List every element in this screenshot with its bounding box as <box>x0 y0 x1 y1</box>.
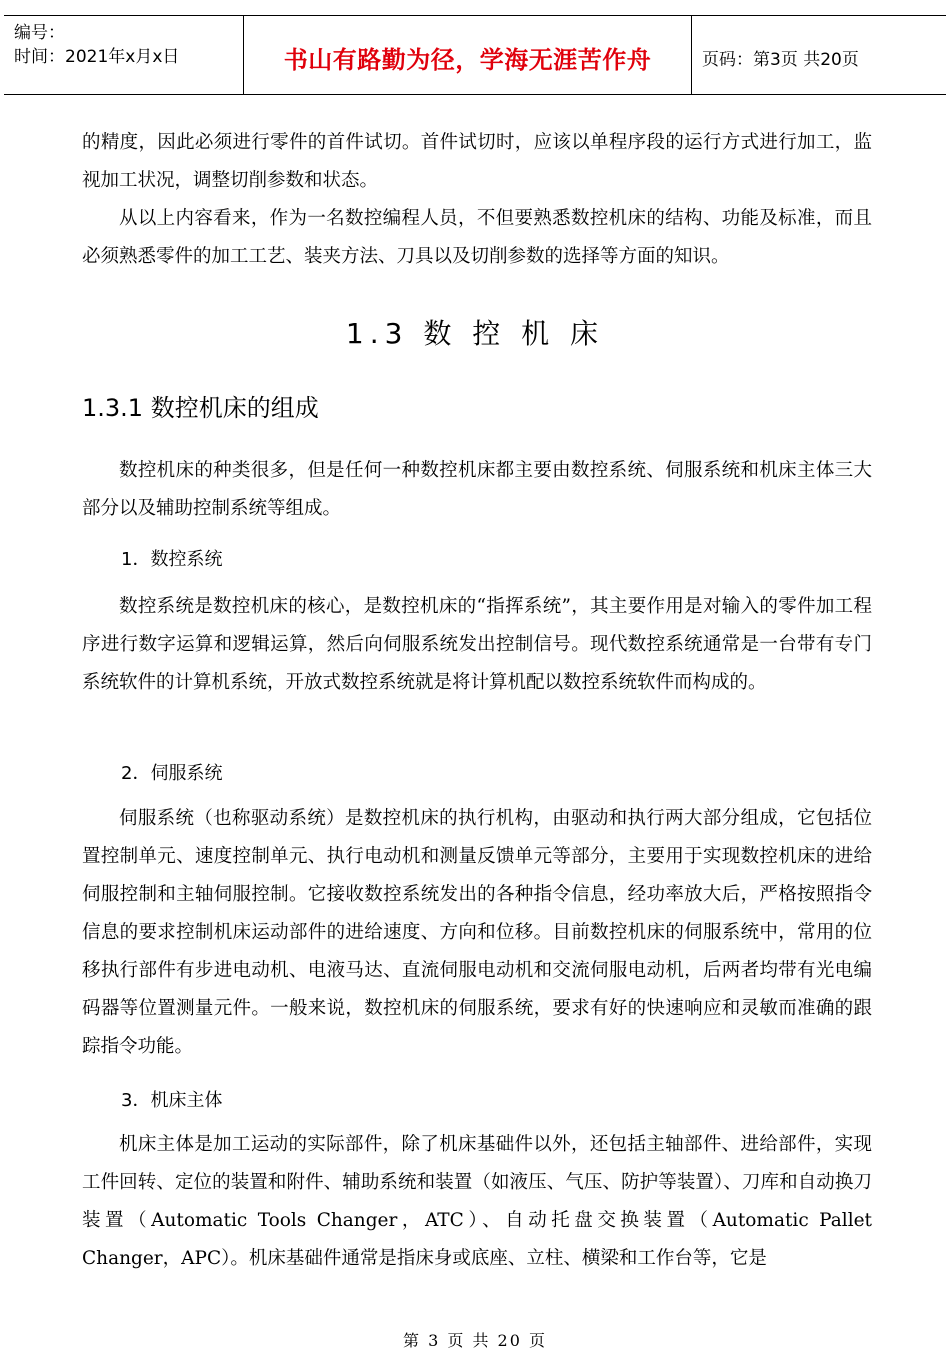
header-left-cell <box>4 16 244 94</box>
item-heading-cnc-system: 1．数控系统 <box>121 549 223 570</box>
item-text-servo-system: 伺服系统（也称驱动系统）是数控机床的执行机构，由驱动和执行两大部分组成，它包括位置控制单元、速度控制单元、执行电动机和测量反馈单元等部分，主要用于实现数控机床的进给伺服控制和主轴伺服控制。它接收数控系统发出的各种指令信息，经功率放大后，严格按照指令信息的要求控制机床运动部件的进给速度、方向和位移。目前数控机床的伺服系统中，常用的位移执行部件有步进电动机、电液马达、直流伺服电动机和交流伺服电动机，后两者均带有光电编码器等位置测量元件。一般来说，数控机床的伺服系统，要求有好的快速响应和灵敏而准确的跟踪指令功能。 <box>82 808 872 1057</box>
overview-paragraph: 数控机床的种类很多，但是任何一种数控机床都主要由数控系统、伺服系统和机床主体三大部分以及辅助控制系统等组成。 <box>82 460 872 519</box>
page-footer: 第 3 页 共 20 页 <box>403 1331 547 1350</box>
item-heading-machine-body: 3．机床主体 <box>121 1090 223 1111</box>
header-page-cell <box>692 16 946 94</box>
header-motto-cell <box>244 16 692 94</box>
intro-paragraph-2: 从以上内容看来，作为一名数控编程人员，不但要熟悉数控机床的结构、功能及标准，而且必须熟悉零件的加工工艺、装夹方法、刀具以及切削参数的选择等方面的知识。 <box>82 208 872 267</box>
page-header <box>4 15 946 95</box>
item-text-cnc-system: 数控系统是数控机床的核心，是数控机床的“指挥系统”，其主要作用是对输入的零件加工程序进行数字运算和逻辑运算，然后向伺服系统发出控制信号。现代数控系统通常是一台带有专门系统软件的计算机系统，开放式数控系统就是将计算机配以数控系统软件而构成的。 <box>82 596 872 693</box>
subsection-title: 1.3.1 数控机床的组成 <box>82 394 319 422</box>
header-motto: 书山有路勤为径，学海无涯苦作舟 <box>283 46 652 74</box>
item-text-machine-body: 机床主体是加工运动的实际部件，除了机床基础件以外，还包括主轴部件、进给部件，实现工件回转、定位的装置和附件、辅助系统和装置（如液压、气压、防护等装置）、刀库和自动换刀装置（Automatic Tools Changer，ATC）、自动托盘交换装置（Automatic Pallet Changer，APC）。机床基础件通常是指床身或底座、立柱、横梁和工作台等，它是 <box>82 1134 872 1269</box>
section-title: 1.3 数 控 机 床 <box>345 317 605 350</box>
intro-block <box>82 124 872 276</box>
document-number-label: 编号： <box>14 23 65 43</box>
intro-paragraph-1: 的精度，因此必须进行零件的首件试切。首件试切时，应该以单程序段的运行方式进行加工，监视加工状况，调整切削参数和状态。 <box>82 132 872 191</box>
document-time-label: 时间：2021年x月x日 <box>14 47 180 67</box>
item-heading-servo-system: 2．伺服系统 <box>121 763 223 784</box>
header-page-number: 页码：第3页 共20页 <box>702 50 859 70</box>
